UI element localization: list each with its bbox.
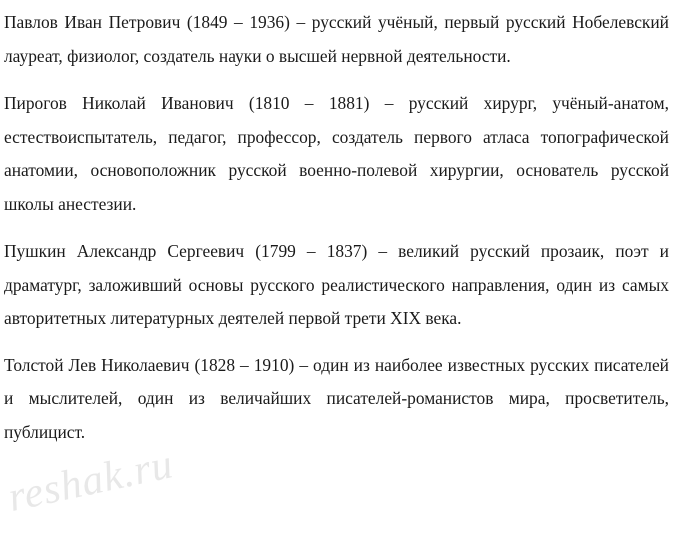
paragraph-pavlov: Павлов Иван Петрович (1849 – 1936) – русский учёный, первый русский Нобелевский лауреат, физиолог, создатель науки о высшей нервной деятельности. <box>4 12 669 66</box>
watermark-text: reshak.ru <box>4 441 178 522</box>
paragraph-tolstoy: Толстой Лев Николаевич (1828 – 1910) – один из наиболее известных русских писателей и мыслителей, один из величайших писателей-романистов мира, просветитель, публицист. <box>4 354 669 442</box>
paragraph-pirogov: Пирогов Николай Иванович (1810 – 1881) – русский хирург, учёный-анатом, естествоиспытатель, педагог, профессор, создатель первого атласа топографической анатомии, основоположник русской военно-полевой хирургии, основатель русской школы анестезии. <box>4 93 669 214</box>
paragraph-pushkin: Пушкин Александр Сергеевич (1799 – 1837) – великий русский прозаик, поэт и драматург, заложивший основы русского реалистического направления, один из самых авторитетных литературных деятелей первой трети XIX века. <box>4 241 669 328</box>
